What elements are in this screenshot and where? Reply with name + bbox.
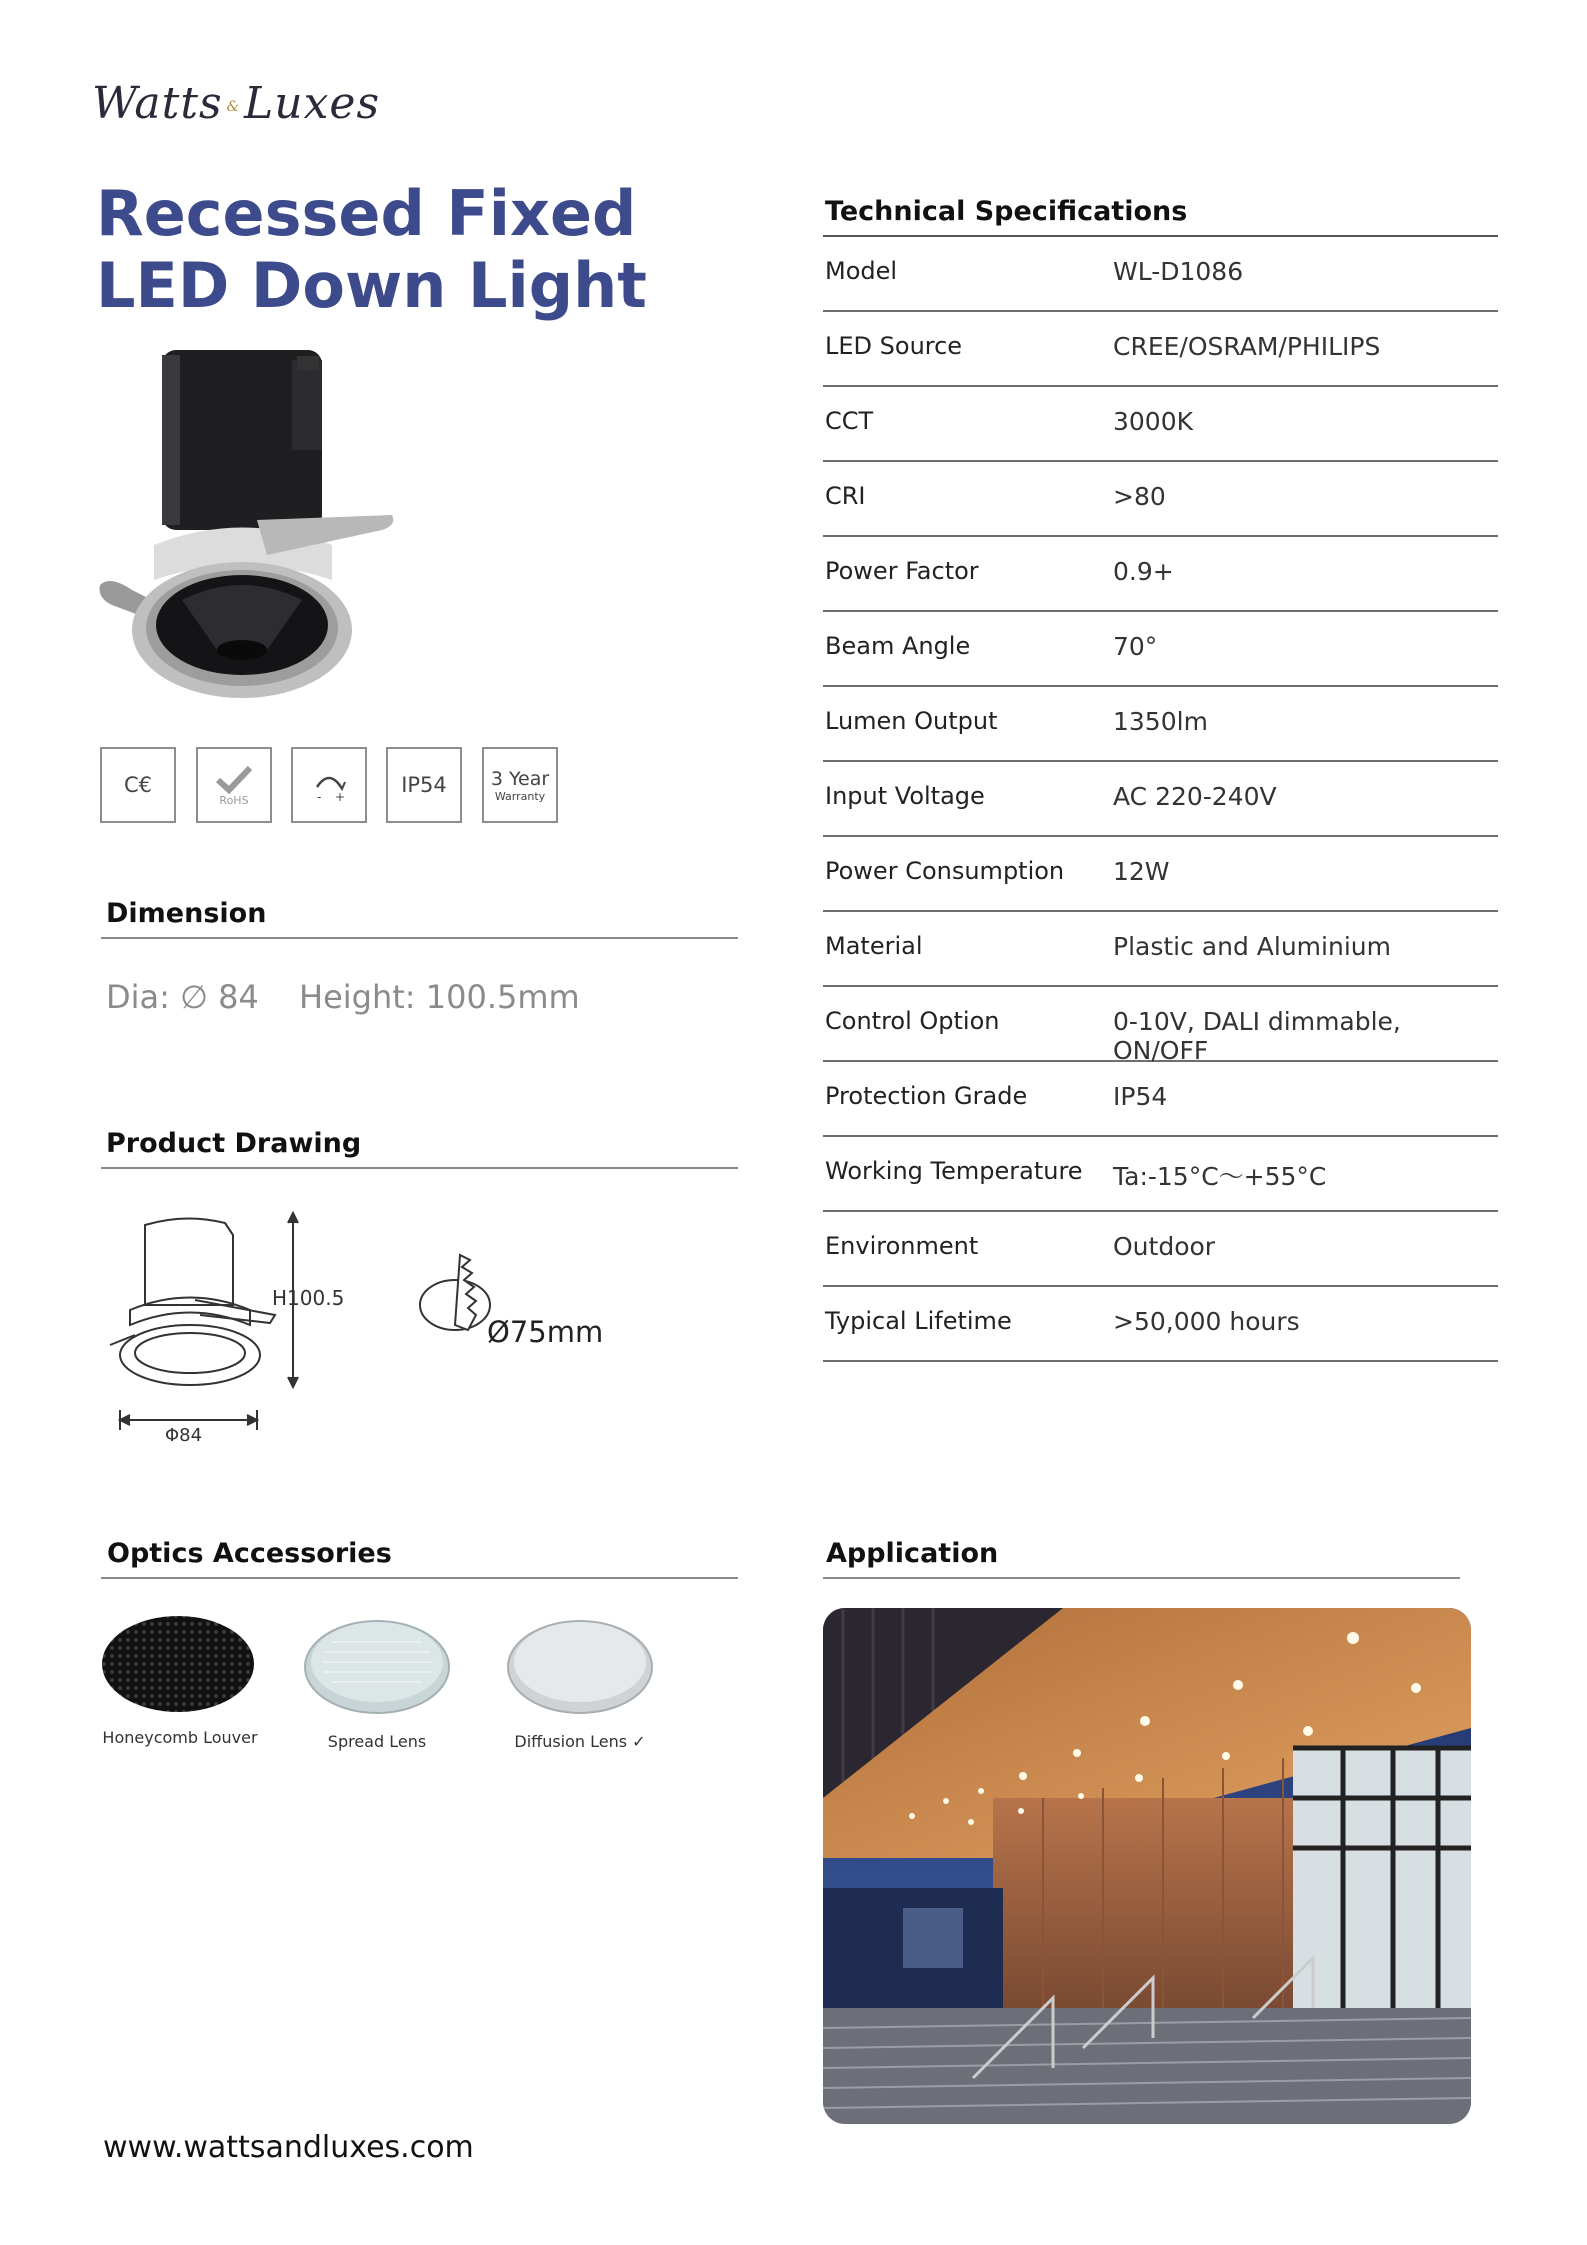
spec-value: Plastic and Aluminium [1113,932,1391,961]
spec-row-lumen-output [823,685,1498,762]
spec-row-cct [823,385,1498,462]
rohs-check-icon [196,747,272,823]
spec-value: AC 220-240V [1113,782,1277,811]
spec-label: LED Source [825,332,963,360]
spec-row-typical-lifetime [823,1285,1498,1362]
spec-row-cri [823,460,1498,537]
ip-rating-badge [386,747,462,823]
cutout-label: Ø75mm [487,1315,604,1349]
dimension-height: Height: 100.5mm [299,978,580,1016]
logo-text-right: Luxes [244,78,381,129]
brand-logo [92,78,381,168]
spec-row-working-temperature [823,1135,1498,1212]
spec-row-material [823,910,1498,987]
spec-value: 3000K [1113,407,1194,436]
spec-row-beam-angle [823,610,1498,687]
spec-label: Model [825,257,898,285]
optics-heading: Optics Accessories [107,1538,392,1569]
drawing-heading: Product Drawing [106,1128,362,1159]
spec-row-led-source [823,310,1498,387]
dimension-heading: Dimension [106,898,267,929]
checkmark-icon [214,764,254,794]
spec-label: Protection Grade [825,1082,1028,1110]
rohs-text: RoHS [219,793,249,807]
ce-mark-icon [100,747,176,823]
spec-row-power-consumption [823,835,1498,912]
drawing-height-label: H100.5 [272,1286,345,1310]
spec-label: Typical Lifetime [825,1307,1012,1335]
spec-label: Control Option [825,1007,1000,1035]
logo-amp: & [226,98,241,115]
logo-text-left: Watts [92,78,223,129]
drawing-dia-label: Φ84 [165,1425,203,1446]
optics-item-honeycomb: Honeycomb Louver [102,1728,258,1747]
spec-value: 0-10V, DALI dimmable, ON/OFF [1113,1007,1401,1065]
spec-value: WL-D1086 [1113,257,1244,286]
spec-row-control-option [823,985,1498,1065]
dimmable-icon [291,747,367,823]
spec-value: IP54 [1113,1082,1168,1111]
spec-label: Working Temperature [825,1157,1083,1185]
spec-label: Power Factor [825,557,979,585]
warranty-years: 3 Year [490,767,550,790]
spec-row-input-voltage [823,760,1498,837]
application-photo [823,1608,1471,2124]
dimension-rule [101,937,738,939]
svg-text:-: - [317,790,322,803]
spec-value: 12W [1113,857,1170,886]
warranty-badge [482,747,558,823]
spec-label: Environment [825,1232,979,1260]
product-title-line1: Recessed Fixed [96,177,637,250]
spec-value: Outdoor [1113,1232,1216,1261]
optics-item-diffusion: Diffusion Lens ✓ [514,1732,646,1751]
dimmer-arc-icon [309,767,349,803]
spec-value: 0.9+ [1113,557,1174,586]
spec-value: 1350lm [1113,707,1208,736]
spec-row-environment [823,1210,1498,1287]
spec-label: Input Voltage [825,782,985,810]
spec-label: CRI [825,482,866,510]
svg-text:+: + [335,790,346,803]
product-title-line2: LED Down Light [96,249,647,322]
spec-value: >50,000 hours [1113,1307,1300,1336]
spec-label: Power Consumption [825,857,1065,885]
spec-value: Ta:-15°C～+55°C [1113,1162,1327,1191]
ce-mark-text: C€ [123,773,153,797]
optics-rule [101,1577,738,1579]
application-rule [823,1577,1460,1579]
spec-label: Lumen Output [825,707,998,735]
ip-rating-text: IP54 [401,773,447,797]
footer-url[interactable]: www.wattsandluxes.com [103,2130,474,2165]
honeycomb-louver-image [100,1612,260,1717]
spec-row-power-factor [823,535,1498,612]
spec-label: Material [825,932,923,960]
spec-value: >80 [1113,482,1166,511]
spec-label: CCT [825,407,874,435]
dimension-dia: Dia: ∅ 84 [106,978,259,1016]
product-line-drawing [105,1205,365,1455]
spec-row-protection-grade [823,1060,1498,1137]
product-image [92,330,412,700]
specs-heading: Technical Specifications [825,196,1188,227]
product-title [96,178,656,322]
spread-lens-image [302,1612,452,1717]
spec-row-model [823,235,1498,312]
optics-item-spread: Spread Lens [327,1732,427,1751]
spec-value: 70° [1113,632,1158,661]
spec-label: Beam Angle [825,632,971,660]
application-heading: Application [826,1538,999,1569]
spec-value: CREE/OSRAM/PHILIPS [1113,332,1381,361]
diffusion-lens-image [505,1612,655,1717]
drawing-rule [101,1167,738,1169]
warranty-label: Warranty [494,789,546,803]
